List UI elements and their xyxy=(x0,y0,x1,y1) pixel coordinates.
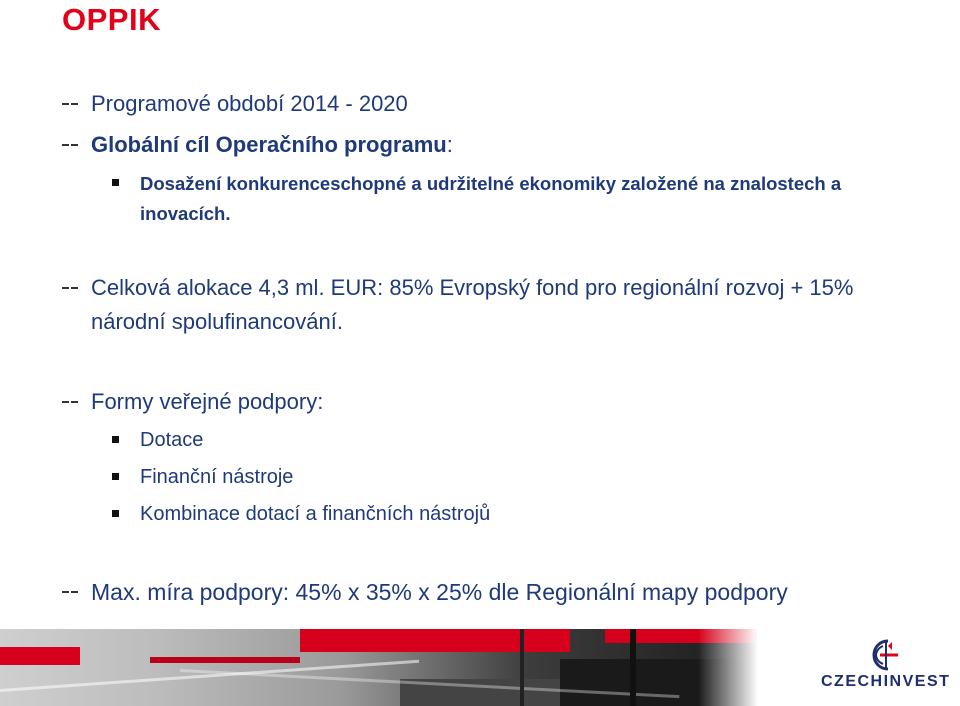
bullet-programme-period: Programové období 2014 - 2020 xyxy=(91,91,408,116)
global-goal-description-line2: inovacích. xyxy=(140,203,231,224)
red-bar-decoration xyxy=(0,647,80,665)
bullet-total-allocation-line2: národní spolufinancování. xyxy=(91,309,343,334)
global-goal-label: Globální cíl Operačního programu xyxy=(91,132,447,157)
photo-fade xyxy=(698,629,758,706)
czechinvest-logo-icon xyxy=(866,638,900,672)
czechinvest-logo-text xyxy=(821,673,950,691)
red-bar-decoration xyxy=(150,657,300,663)
square-bullet-icon xyxy=(112,510,119,517)
square-bullet-icon xyxy=(112,436,119,443)
red-bar-decoration xyxy=(300,629,570,652)
global-goal-description-line1: Dosažení konkurenceschopné a udržitelné ekonomiky založené na znalostech a xyxy=(140,173,842,194)
logo-text-czech: CZECH xyxy=(821,673,884,690)
dark-shape-decoration xyxy=(520,629,524,706)
slide-title: OPPIK xyxy=(62,2,161,37)
footer-photo xyxy=(0,629,758,706)
footer-photo-strip xyxy=(0,629,960,706)
dark-shape-decoration xyxy=(630,629,636,706)
support-form-financial-instruments: Finanční nástroje xyxy=(140,466,294,488)
bullet-max-support-rate: Max. míra podpory: 45% x 35% x 25% dle Regionální mapy podpory xyxy=(91,579,788,605)
bullet-support-forms: Formy veřejné podpory: xyxy=(91,389,324,414)
support-form-grants: Dotace xyxy=(140,429,204,451)
square-bullet-icon xyxy=(112,473,119,480)
bullet-total-allocation-line1: Celková alokace 4,3 ml. EUR: 85% Evropský fond pro regionální rozvoj + 15% xyxy=(91,275,854,300)
dash-bullet-icon xyxy=(62,396,78,408)
dash-bullet-icon xyxy=(62,98,78,110)
dash-bullet-icon xyxy=(62,586,78,598)
dash-bullet-icon xyxy=(62,282,78,294)
global-goal-colon: : xyxy=(446,132,453,157)
dash-bullet-icon xyxy=(62,139,78,151)
square-bullet-icon xyxy=(112,179,119,186)
logo-text-invest: INVEST xyxy=(883,673,951,690)
support-form-combination: Kombinace dotací a finančních nástrojů xyxy=(140,503,491,525)
bullet-global-goal xyxy=(91,130,453,160)
